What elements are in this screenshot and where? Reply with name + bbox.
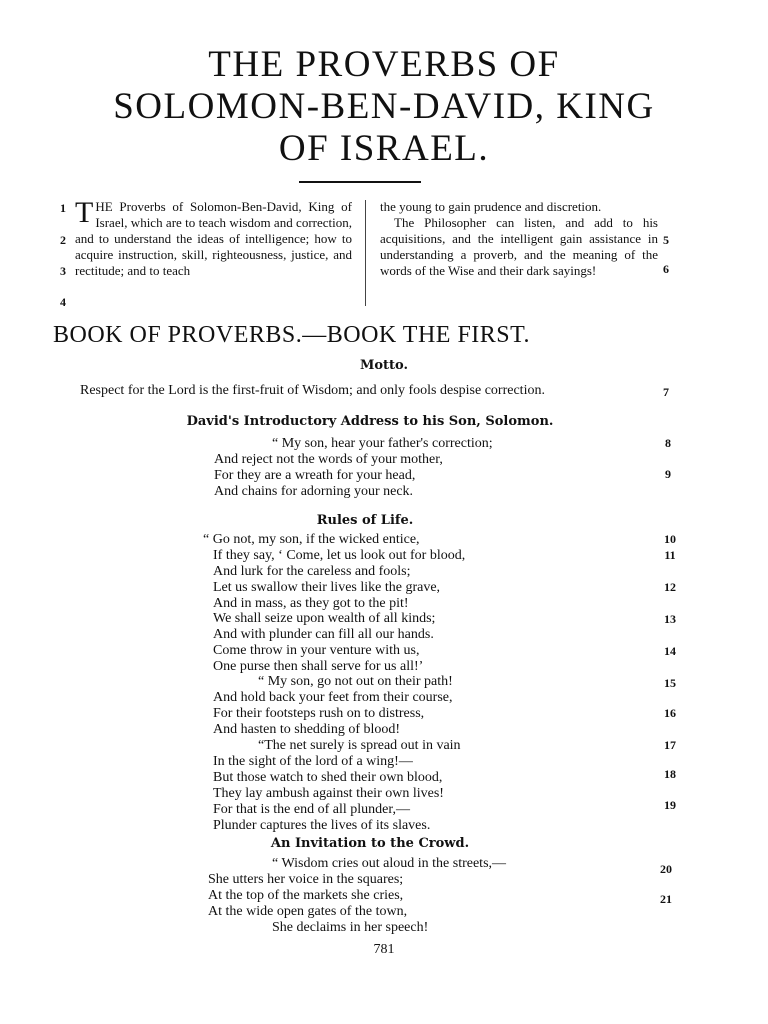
verse-line: They lay ambush against their own lives! bbox=[213, 786, 444, 801]
verse-number: 7 bbox=[663, 385, 669, 399]
intro-right-column bbox=[380, 199, 658, 279]
verse-number: 9 bbox=[665, 467, 671, 481]
verse-line: “The net surely is spread out in vain bbox=[258, 738, 461, 753]
verse-line: If they say, ‘ Come, let us look out for blood, bbox=[213, 548, 466, 563]
address-heading: David's Introductory Address to his Son, Solomon. bbox=[186, 414, 554, 429]
intro-right-text-2: The Philosopher can listen, and add to his acquisitions, and the intelligent gain assistance in understanding a proverb, and the meaning of the words of the Wise and their dark sayings! bbox=[380, 215, 658, 278]
verse-line: Plunder captures the lives of its slaves. bbox=[213, 818, 431, 833]
verse-line: And hold back your feet from their course, bbox=[213, 690, 453, 705]
verse-line: “ Wisdom cries out aloud in the streets,— bbox=[272, 856, 507, 871]
verse-line: But those watch to shed their own blood, bbox=[213, 770, 443, 785]
verse-line: In the sight of the lord of a wing!— bbox=[213, 754, 413, 769]
verse-line: “ Go not, my son, if the wicked entice, bbox=[203, 532, 420, 547]
motto-text: Respect for the Lord is the first-fruit of Wisdom; and only fools despise correction. bbox=[80, 383, 545, 398]
verse-number: 19 bbox=[664, 798, 676, 812]
verse-number: 15 bbox=[664, 676, 676, 690]
verse-line: At the top of the markets she cries, bbox=[208, 888, 404, 903]
verse-line: For that is the end of all plunder,— bbox=[213, 802, 410, 817]
verse-line: And with plunder can fill all our hands. bbox=[213, 627, 434, 642]
verse-line: “ My son, go not out on their path! bbox=[258, 674, 453, 689]
verse-number: 5 bbox=[663, 233, 669, 247]
verse-line: And hasten to shedding of blood! bbox=[213, 722, 401, 737]
intro-left-column bbox=[75, 196, 352, 279]
verse-number: 8 bbox=[665, 436, 671, 450]
verse-number: 16 bbox=[664, 706, 676, 720]
verse-line: Come throw in your venture with us, bbox=[213, 643, 420, 658]
verse-number: 11 bbox=[664, 548, 676, 562]
page-title bbox=[40, 44, 728, 170]
title-rule bbox=[299, 181, 421, 183]
verse-line: At the wide open gates of the town, bbox=[208, 904, 408, 919]
verse-line: And lurk for the careless and fools; bbox=[213, 564, 411, 579]
verse-line: For their footsteps rush on to distress, bbox=[213, 706, 425, 721]
verse-number: 10 bbox=[664, 532, 676, 546]
verse-number: 12 bbox=[664, 580, 676, 594]
intro-right-text-1: the young to gain prudence and discretion. bbox=[380, 199, 602, 214]
rules-heading: Rules of Life. bbox=[316, 513, 414, 528]
verse-line: We shall seize upon wealth of all kinds; bbox=[213, 611, 436, 626]
verse-line: She utters her voice in the squares; bbox=[208, 872, 404, 887]
verse-number: 18 bbox=[664, 767, 676, 781]
title-line: THE PROVERBS OF bbox=[208, 44, 560, 85]
book-heading: BOOK OF PROVERBS.—BOOK THE FIRST. bbox=[53, 322, 531, 348]
verse-number: 20 bbox=[660, 862, 672, 876]
verse-number: 6 bbox=[663, 262, 669, 276]
verse-line: And chains for adorning your neck. bbox=[214, 484, 414, 499]
verse-line: “ My son, hear your father's correction; bbox=[272, 436, 493, 451]
verse-line: She declaims in her speech! bbox=[272, 920, 429, 935]
drop-cap: T bbox=[75, 196, 94, 229]
verse-line: And in mass, as they got to the pit! bbox=[213, 596, 409, 611]
verse-line: One purse then shall serve for us all!’ bbox=[213, 659, 424, 674]
verse-number: 2 bbox=[60, 233, 66, 247]
verse-number: 14 bbox=[664, 644, 676, 658]
verse-number: 13 bbox=[664, 612, 676, 626]
verse-number: 4 bbox=[60, 295, 66, 309]
verse-number: 3 bbox=[60, 264, 66, 278]
verse-line: Let us swallow their lives like the grave, bbox=[213, 580, 441, 595]
motto-heading: Motto. bbox=[359, 358, 409, 373]
intro-left-text: HE Proverbs of Solomon-Ben-David, King of Israel, which are to teach wisdom and correction, and to understand the ideas of intelligence; how to acquire instruction, skill, righteousness, justice, and rectitude; and to teach bbox=[75, 199, 352, 278]
title-line: SOLOMON-BEN-DAVID, KING bbox=[113, 86, 655, 127]
page-number: 781 bbox=[373, 942, 395, 957]
invitation-heading: An Invitation to the Crowd. bbox=[270, 836, 470, 851]
verse-number: 21 bbox=[660, 892, 672, 906]
column-divider bbox=[365, 200, 366, 306]
verse-number: 1 bbox=[60, 201, 66, 215]
title-line: OF ISRAEL. bbox=[278, 128, 490, 169]
verse-line: And reject not the words of your mother, bbox=[214, 452, 443, 467]
verse-number: 17 bbox=[664, 738, 676, 752]
verse-line: For they are a wreath for your head, bbox=[214, 468, 416, 483]
